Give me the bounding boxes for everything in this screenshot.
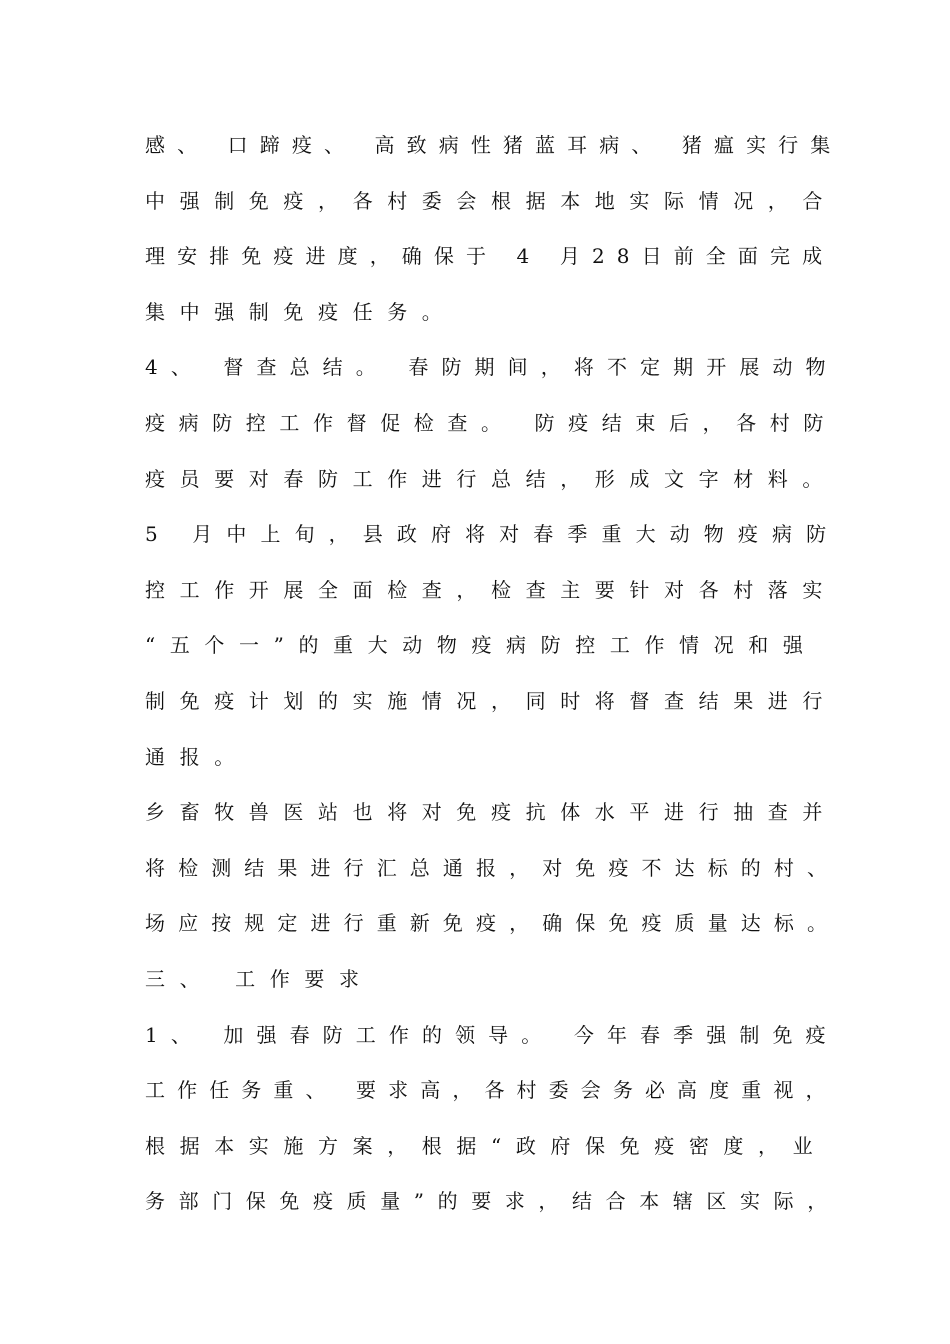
text-line: “五个一”的重大动物疫病防控工作情况和强 xyxy=(145,633,818,657)
text-line: 4、 督查总结。 春防期间，将不定期开展动物 xyxy=(145,355,839,379)
section-heading: 三、 工作要求 xyxy=(145,967,374,991)
text-line: 将检测结果进行汇总通报，对免疫不达标的村、 xyxy=(145,856,841,880)
text-line: 制免疫计划的实施情况，同时将督查结果进行 xyxy=(145,689,837,713)
text-line: 务部门保免疫质量”的要求，结合本辖区实际， xyxy=(145,1189,841,1213)
text-line: 疫员要对春防工作进行总结，形成文字材料。 xyxy=(145,467,837,491)
text-line: 控工作开展全面检查，检查主要针对各村落实 xyxy=(145,578,837,602)
text-line: 集中强制免疫任务。 xyxy=(145,300,457,324)
text-line: 通报。 xyxy=(145,745,249,769)
text-line: 感、 口蹄疫、 高致病性猪蓝耳病、 猪瘟实行集 xyxy=(145,133,843,157)
text-line: 1、 加强春防工作的领导。 今年春季强制免疫 xyxy=(145,1023,839,1047)
text-line: 场应按规定进行重新免疫，确保免疫质量达标。 xyxy=(145,911,841,935)
text-line: 乡畜牧兽医站也将对免疫抗体水平进行抽查并 xyxy=(145,800,837,824)
text-line: 工作任务重、 要求高，各村委会务必高度重视， xyxy=(145,1078,838,1102)
text-line: 疫病防控工作督促检查。 防疫结束后，各村防 xyxy=(145,411,837,435)
text-line: 理安排免疫进度，确保于 4 月28日前全面完成 xyxy=(145,244,835,268)
text-line: 根据本实施方案，根据“政府保免疫密度，业 xyxy=(145,1134,828,1158)
text-line: 5 月中上旬，县政府将对春季重大动物疫病防 xyxy=(145,522,841,546)
text-line: 中强制免疫，各村委会根据本地实际情况，合 xyxy=(145,189,837,213)
